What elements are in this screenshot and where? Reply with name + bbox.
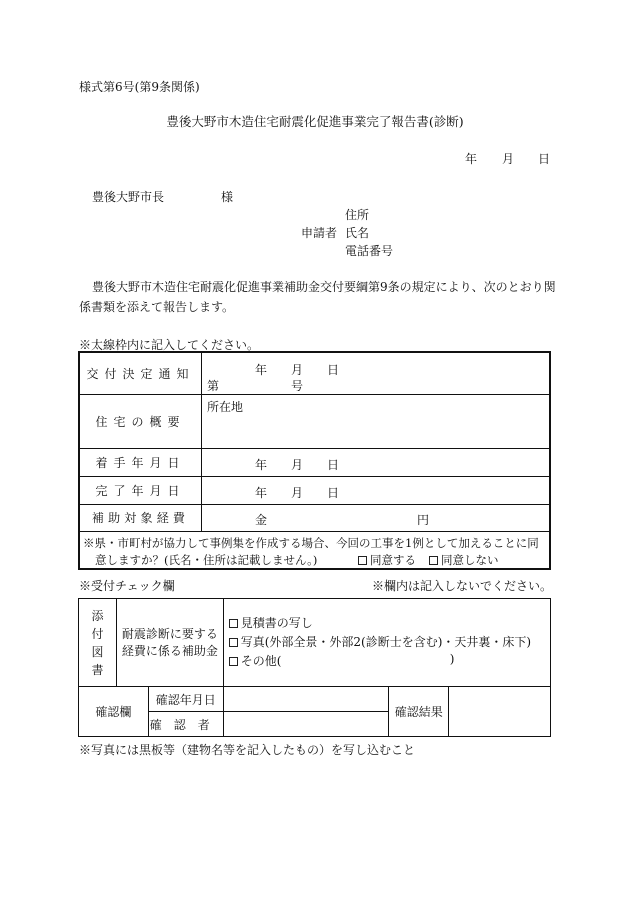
housing-summary-cell[interactable] — [202, 394, 550, 448]
start-date-label: 着手年月日 — [79, 448, 202, 476]
cost-unit: 円 — [417, 512, 430, 527]
cost-prefix: 金 — [255, 512, 268, 527]
report-table — [78, 351, 551, 570]
cost-cell[interactable] — [202, 504, 550, 531]
body-text-line2: 係書類を添えて報告します。 — [79, 300, 235, 314]
grant-day: 日 — [327, 363, 340, 377]
start-month: 月 — [291, 457, 304, 472]
applicant-phone-label: 電話番号 — [345, 244, 394, 258]
confirm-result-cell[interactable] — [449, 687, 551, 737]
attachments-label: 添 付 図 書 — [79, 599, 117, 687]
agree-option[interactable]: 同意する — [358, 552, 416, 568]
finish-year: 年 — [255, 485, 268, 500]
subsidy-category: 耐震診断に要する 経費に係る補助金 — [116, 599, 223, 687]
reception-table — [78, 598, 551, 737]
doc-other[interactable]: その他( — [229, 652, 282, 669]
confirm-date-cell[interactable] — [223, 687, 389, 712]
start-day: 日 — [327, 457, 340, 472]
body-text-line1: 豊後大野市木造住宅耐震化促進事業補助金交付要綱第9条の規定により、次のとおり関 — [92, 280, 556, 294]
start-date-cell[interactable] — [202, 448, 550, 476]
doc-estimate[interactable]: 見積書の写し — [229, 614, 313, 631]
confirmer-cell[interactable] — [223, 712, 389, 737]
finish-day: 日 — [327, 485, 340, 500]
thick-frame-note: ※太線枠内に記入してください。 — [79, 338, 260, 352]
consent-text-line1: ※県・市町村が協力して事例集を作成する場合、今回の工事を1例として加えることに同 — [83, 535, 539, 550]
grant-number-suffix: 号 — [291, 379, 304, 393]
confirmation-section-label: 確認欄 — [79, 687, 149, 737]
consent-cell — [79, 531, 550, 569]
date-year: 年 — [465, 152, 478, 166]
finish-date-label: 完了年月日 — [79, 476, 202, 504]
addressee-honorific: 様 — [221, 190, 234, 204]
grant-notice-label: 交付決定通知 — [79, 352, 202, 394]
grant-year: 年 — [255, 363, 268, 377]
doc-photos-checkbox[interactable] — [229, 638, 238, 647]
applicant-role: 申請者 — [301, 226, 338, 240]
housing-summary-label: 住宅の概要 — [79, 394, 202, 448]
attachment-list — [223, 599, 550, 687]
finish-month: 月 — [291, 485, 304, 500]
start-year: 年 — [255, 457, 268, 472]
grant-number-prefix: 第 — [207, 379, 220, 393]
applicant-name-label: 氏名 — [345, 226, 370, 240]
agree-checkbox[interactable] — [358, 556, 367, 565]
reception-check-label: ※受付チェック欄 — [79, 579, 175, 593]
grant-notice-cell[interactable] — [202, 352, 550, 394]
confirmer-label: 確認者 — [148, 712, 223, 737]
consent-text-line2: 意しますか？(氏名・住所は記載しません。) — [95, 552, 318, 567]
form-number: 様式第6号(第9条関係) — [79, 80, 200, 94]
finish-date-cell[interactable] — [202, 476, 550, 504]
grant-month: 月 — [291, 363, 304, 377]
confirm-result-label: 確認結果 — [389, 687, 449, 737]
cost-label: 補助対象経費 — [79, 504, 202, 531]
page-title: 豊後大野市木造住宅耐震化促進事業完了報告書(診断) — [166, 114, 464, 129]
no-entry-note: ※欄内は記入しないでください。 — [372, 579, 553, 593]
location-label: 所在地 — [207, 399, 244, 414]
date-month: 月 — [502, 152, 515, 166]
doc-estimate-checkbox[interactable] — [229, 619, 238, 628]
doc-other-close: ) — [449, 652, 455, 666]
disagree-checkbox[interactable] — [429, 556, 438, 565]
footer-note: ※写真には黒板等（建物名等を記入したもの）を写し込むこと — [79, 743, 416, 757]
doc-photos[interactable]: 写真(外部全景・外部2(診断士を含む)・天井裏・床下) — [229, 633, 531, 650]
applicant-address-label: 住所 — [345, 208, 370, 222]
doc-other-checkbox[interactable] — [229, 657, 238, 666]
date-day: 日 — [538, 152, 551, 166]
confirm-date-label: 確認年月日 — [148, 687, 223, 712]
disagree-option[interactable]: 同意しない — [429, 552, 499, 568]
addressee-name: 豊後大野市長 — [92, 190, 165, 204]
